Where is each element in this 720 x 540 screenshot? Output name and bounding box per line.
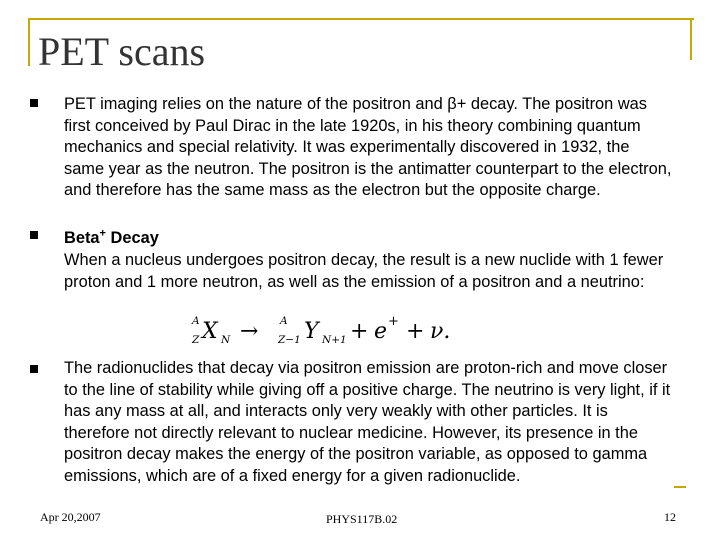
bullet-text-1: PET imaging relies on the nature of the positron and β+ decay. The positron was first conceived by Paul Dirac in the late 1920s, in his theory combining quantum mechanics and special relativity. It was experimentally discovered in 1932, the same year as the neutron. The positron is the antimatter counterpart to the electron, and therefore has the same mass as the electron but the opposite charge. bbox=[64, 95, 672, 200]
bullet-marker-3 bbox=[30, 365, 38, 373]
frame-line-bottom-right bbox=[674, 486, 686, 488]
bullet-text-3: The radionuclides that decay via positron emission are proton-rich and move closer to the line of stability while giving off a positive charge. The neutrino is very light, if it has any mass at all, and interacts only very weakly with other particles. It is therefore not directly relevant to nuclear medicine. However, its presence in the positron decay makes the energy of the positron variable, as opposed to gamma emissions, which are of a fixed energy for a given radionuclide. bbox=[64, 359, 671, 485]
footer-page-number: 12 bbox=[664, 510, 676, 524]
bullet-body-2: When a nucleus undergoes positron decay, the result is a new nuclide with 1 fewer proton and 1 more neutron, as well as the emission of a positron and a neutrino: bbox=[64, 251, 664, 291]
footer-course: PHYS117B.02 bbox=[326, 512, 398, 526]
footer-date: Apr 20,2007 bbox=[40, 510, 101, 524]
bullet-text-2 bbox=[64, 224, 674, 293]
bullet-marker-2 bbox=[30, 231, 38, 239]
positron-decay-equation: A Z X N → A Z−1 Y N+1 + e + + ν. bbox=[192, 314, 451, 346]
bullet-marker-1 bbox=[30, 99, 38, 107]
bullet-heading: Beta+ Decay bbox=[64, 228, 159, 248]
frame-line-left bbox=[28, 18, 30, 66]
slide-title: PET scans bbox=[38, 29, 206, 74]
frame-line-top bbox=[30, 18, 694, 20]
frame-line-right bbox=[690, 18, 692, 60]
